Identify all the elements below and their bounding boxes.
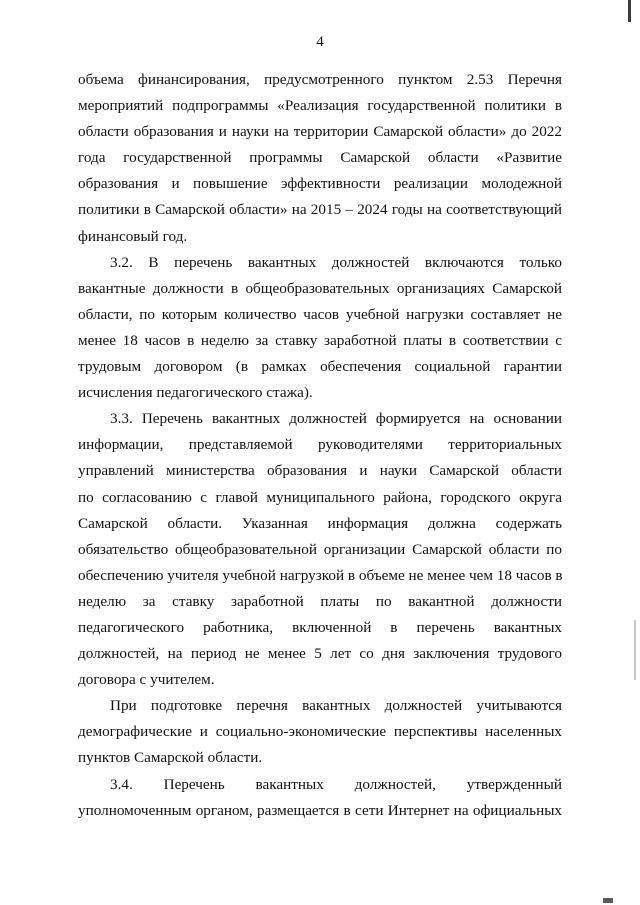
text-line: вакантные должности в общеобразовательных организациях Самарской (78, 279, 562, 297)
text-line: менее 18 часов в неделю за ставку заработной платы в соответствии с (78, 331, 562, 349)
text-line: управлений министерства образования и науки Самарской области (78, 462, 562, 480)
text-line: по согласованию с главой муниципального района, городского округа (78, 488, 562, 506)
paragraph (78, 250, 562, 407)
scan-artifact-top (628, 0, 631, 22)
text-line: образования и повышение эффективности реализации молодежной (78, 175, 562, 193)
text-line: области, по которым количество часов учебной нагрузки составляет не (78, 305, 562, 323)
paragraph (78, 693, 562, 771)
document-body (78, 67, 562, 824)
text-line: договора с учителем. (78, 671, 215, 689)
text-line: При подготовке перечня вакантных должностей учитываются (110, 697, 562, 715)
text-line: неделю за ставку заработной платы по вакантной должности (78, 592, 562, 610)
text-line: пунктов Самарской области. (78, 749, 263, 767)
text-line: области образования и науки на территории Самарской области» до 2022 (78, 123, 562, 141)
text-line: года государственной программы Самарской области «Развитие (78, 149, 562, 167)
text-line: объема финансирования, предусмотренного пунктом 2.53 Перечня (78, 71, 562, 88)
text-line: 3.2. В перечень вакантных должностей включаются только (110, 253, 562, 271)
paragraph (78, 406, 562, 693)
text-line: Самарской области. Указанная информация должна содержать (78, 514, 562, 532)
paragraph (78, 772, 562, 824)
text-line: 3.4. Перечень вакантных должностей, утвержденный (110, 775, 562, 793)
text-line: обязательство общеобразовательной организации Самарской области по (78, 540, 562, 558)
scan-artifact-bottom (603, 898, 613, 903)
scan-artifact-right (634, 620, 636, 680)
text-line: должностей, на период не менее 5 лет со дня заключения трудового (78, 645, 562, 663)
paragraph (78, 67, 562, 250)
text-line: обеспечению учителя учебной нагрузкой в объеме не менее чем 18 часов в (78, 566, 563, 584)
text-line: исчисления педагогического стажа). (78, 384, 313, 402)
text-line: трудовым договором (в рамках обеспечения социальной гарантии (78, 358, 562, 376)
text-line: информации, представляемой руководителями территориальных (78, 436, 562, 454)
text-line: уполномоченным органом, размещается в сети Интернет на официальных (78, 801, 562, 819)
text-line: мероприятий подпрограммы «Реализация государственной политики в (78, 97, 562, 115)
page-number: 4 (316, 34, 324, 50)
text-line: финансовый год. (78, 227, 188, 245)
text-line: педагогического работника, включенной в перечень вакантных (78, 618, 562, 636)
text-line: демографические и социально-экономические перспективы населенных (78, 723, 562, 741)
text-line: политики в Самарской области» на 2015 – 2024 годы на соответствующий (78, 201, 562, 219)
text-line: 3.3. Перечень вакантных должностей формируется на основании (110, 410, 562, 428)
